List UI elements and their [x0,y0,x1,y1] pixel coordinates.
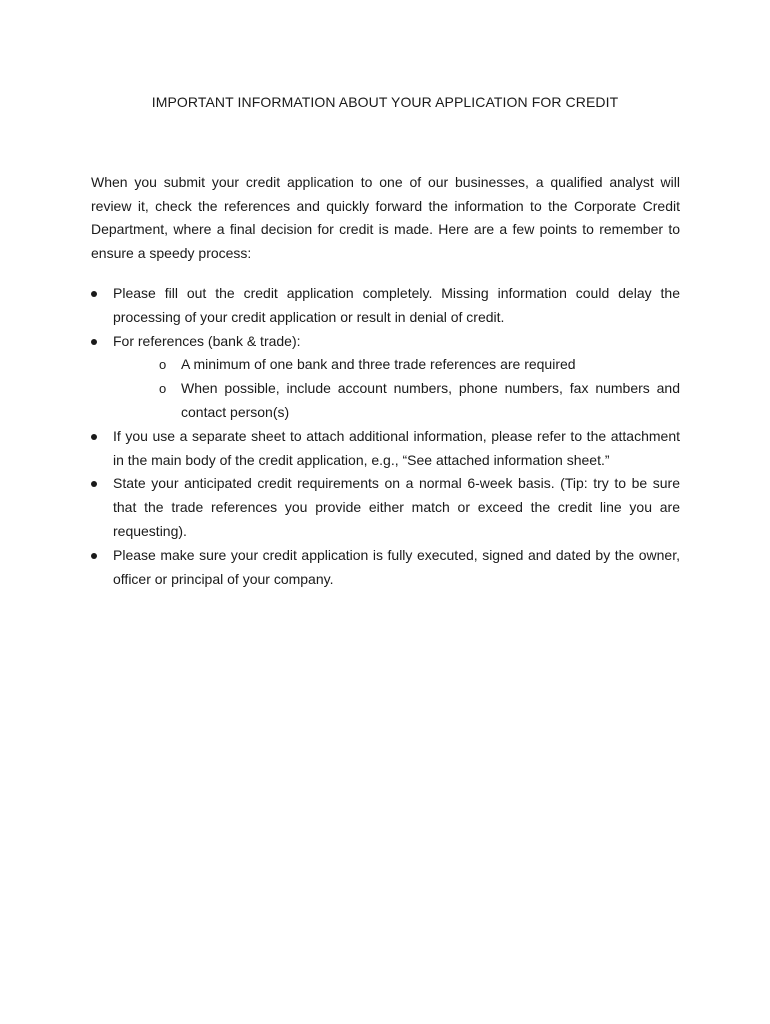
sub-list-item [113,353,680,377]
bullet-icon [91,339,97,345]
page-title: IMPORTANT INFORMATION ABOUT YOUR APPLICATION FOR CREDIT [151,94,619,110]
sub-list-item [113,377,680,425]
list-item [91,330,680,425]
list-item-text: Please make sure your credit application is fully executed, signed and dated by the owner, officer or principal of your company. [113,546,680,587]
list-item-text: Please fill out the credit application completely. Missing information could delay the processing of your credit application or result in denial of credit. [113,285,680,325]
circle-bullet-icon: o [159,381,167,397]
bullet-icon [91,434,97,440]
list-item [91,544,680,592]
bullet-list [91,282,680,591]
bullet-icon [91,553,97,559]
sub-list-item-text: A minimum of one bank and three trade references are required [181,356,576,373]
bullet-icon [91,291,97,297]
list-item-text: For references (bank & trade): [113,332,301,349]
list-item-text: If you use a separate sheet to attach additional information, please refer to the attachment in the main body of the credit application, e.g., “See attached information sheet.” [113,427,680,468]
list-item [91,472,680,543]
sub-list-item-text: When possible, include account numbers, phone numbers, fax numbers and contact person(s) [181,380,680,420]
list-item [91,282,680,330]
list-item-text: State your anticipated credit requirements on a normal 6-week basis. (Tip: try to be sure that the trade references you provide either match or exceed the credit line you are requesting). [113,475,680,539]
list-item [91,425,680,473]
sub-bullet-list [113,353,680,424]
intro-paragraph: When you submit your credit application to one of our businesses, a qualified analyst will review it, check the references and quickly forward the information to the Corporate Credit Department, where a final decision for credit is made. Here are a few points to remember to ensure a speedy process: [91,174,680,262]
bullet-icon [91,481,97,487]
circle-bullet-icon: o [159,357,167,373]
